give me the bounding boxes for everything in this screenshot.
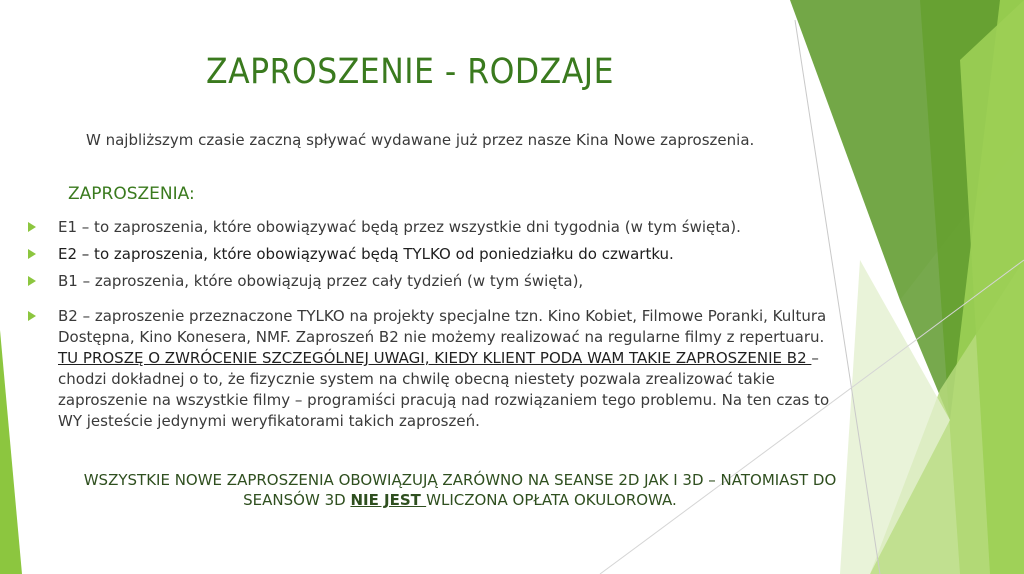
bullet-text-part: – chodzi dokładnej o to, że fizycznie system na chwilę obecną niestety pozwala zrealizować takie zaproszenie na wszystkie filmy – programiści pracują nad rozwiązaniem tego problemu. Na ten czas to WY jesteście jedynymi weryfikatorami takich zaproszeń.: [58, 349, 830, 430]
bullet-text-part: B2 – zaproszenie przeznaczone TYLKO na projekty specjalne tzn. Kino Kobiet, Filmowe Poranki, Kultura Dostępna, Kino Konesera, NMF. Zaproszeń B2 nie możemy realizować na regularne filmy z repertuaru.: [58, 307, 827, 346]
slide-title: ZAPROSZENIE - RODZAJE: [206, 52, 614, 92]
bullet-text: [58, 306, 848, 432]
bullet-text-part: od poniedziałku do czwartku.: [450, 245, 674, 263]
bullet-arrow-icon: [28, 276, 36, 286]
bullet-arrow-icon: [28, 249, 36, 259]
bullet-arrow-icon: [28, 222, 36, 232]
slide-subtitle: W najbliższym czasie zaczną spływać wydawane już przez nasze Kina Nowe zaproszenia.: [86, 131, 755, 149]
bullet-e2: [28, 244, 848, 265]
bullet-text: [58, 244, 848, 265]
slide-footer-note: [40, 470, 880, 510]
bullet-arrow-icon: [28, 311, 36, 321]
footer-line-1: WSZYSTKIE NOWE ZAPROSZENIA OBOWIĄZUJĄ ZARÓWNO NA SEANSE 2D JAK I 3D – NATOMIAST DO: [83, 471, 837, 489]
footer-text-part: SEANSÓW 3D: [243, 491, 351, 509]
bullet-text: B1 – zaproszenia, które obowiązują przez cały tydzień (w tym święta),: [58, 272, 584, 290]
bullet-text-part: E2 – to zaproszenia, które obowiązywać będą: [58, 245, 404, 263]
bullet-e1: [28, 217, 848, 238]
facet-left-bottom: [0, 330, 22, 574]
bullet-text-underlined: TU PROSZĘ O ZWRÓCENIE SZCZEGÓLNEJ UWAGI, KIEDY KLIENT PODA WAM TAKIE ZAPROSZENIE B2: [58, 349, 812, 367]
footer-line-2: [40, 490, 880, 510]
bullet-text-emphasis: TYLKO: [403, 245, 451, 263]
footer-text-part: WLICZONA OPŁATA OKULOROWA.: [426, 491, 677, 509]
footer-text-emphasis: NIE JEST: [350, 491, 427, 509]
bullet-b2: [28, 306, 848, 432]
bullet-b1: [28, 271, 848, 292]
bullet-text: E1 – to zaproszenia, które obowiązywać będą przez wszystkie dni tygodnia (w tym święta).: [58, 218, 741, 236]
section-heading: ZAPROSZENIA:: [68, 184, 195, 204]
